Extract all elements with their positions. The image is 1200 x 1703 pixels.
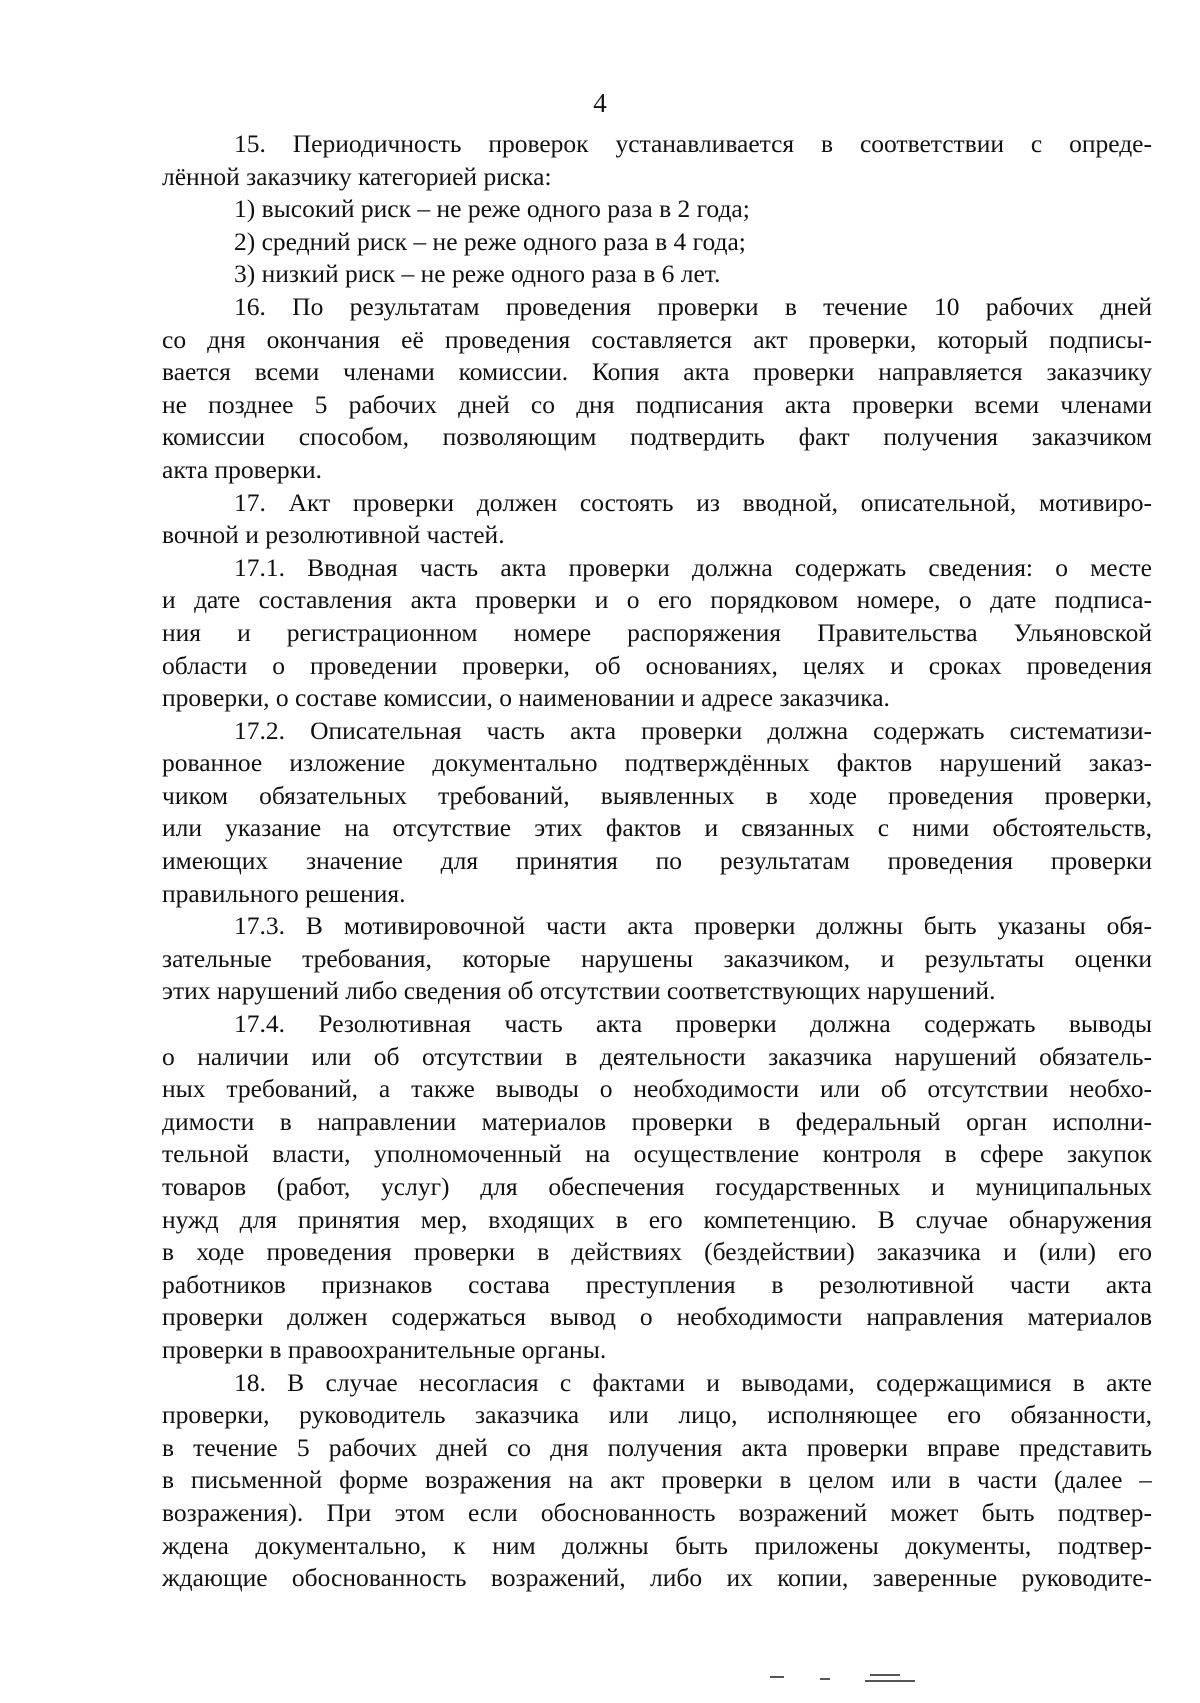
text-line: зательные требования, которые нарушены заказчиком, и результаты оценки [162,943,1152,973]
text-line: не позднее 5 рабочих дней со дня подписания акта проверки всеми членами [162,389,1152,419]
text-line: 17.2. Описательная часть акта проверки должна содержать систематизи- [234,715,1152,745]
text-line: 17.1. Вводная часть акта проверки должна содержать сведения: о месте [234,552,1152,582]
text-line: в ходе проведения проверки в действиях (бездействии) заказчика и (или) его [162,1237,1152,1267]
text-line: 1) высокий риск – не реже одного раза в 2 года; [234,194,750,224]
text-line: акта проверки. [162,454,323,484]
text-line: ния и регистрационном номере распоряжения Правительства Ульяновской [162,617,1152,647]
text-line: ждающие обоснованность возражений, либо их копии, заверенные руководите- [162,1563,1152,1593]
scan-artifact-marks [770,1670,970,1690]
text-line: о наличии или об отсутствии в деятельности заказчика нарушений обязатель- [162,1041,1152,1071]
text-line: правильного решения. [162,878,406,908]
text-line: или указание на отсутствие этих фактов и связанных с ними обстоятельств, [162,813,1152,843]
text-line: проверки в правоохранительные органы. [162,1334,607,1364]
text-line: 17.3. В мотивировочной части акта проверки должны быть указаны обя- [234,911,1152,941]
text-line: области о проведении проверки, об основаниях, целях и сроках проведения [162,650,1152,680]
text-line: и дате составления акта проверки и о его порядковом номере, о дате подписа- [162,585,1152,615]
text-line: 17. Акт проверки должен состоять из вводной, описательной, мотивиро- [234,487,1152,517]
text-line: лённой заказчику категорией риска: [162,161,552,191]
text-line: 3) низкий риск – не реже одного раза в 6 лет. [234,259,721,289]
text-line: димости в направлении материалов проверки в федеральный орган исполни- [162,1106,1152,1136]
text-line: 18. В случае несогласия с фактами и выводами, содержащимися в акте [234,1367,1152,1397]
text-line: проверки должен содержаться вывод о необходимости направления материалов [162,1302,1152,1332]
page-number: 4 [593,88,607,118]
text-line: чиком обязательных требований, выявленных в ходе проведения проверки, [162,780,1152,810]
text-line: возражения). При этом если обоснованность возражений может быть подтвер- [162,1497,1152,1527]
text-line: 15. Периодичность проверок устанавливается в соответствии с опреде- [234,129,1152,158]
text-line: в течение 5 рабочих дней со дня получения акта проверки вправе представить [162,1432,1152,1462]
text-line: в письменной форме возражения на акт проверки в целом или в части (далее – [162,1465,1152,1495]
text-line: 2) средний риск – не реже одного раза в 4 года; [234,226,746,256]
text-line: имеющих значение для принятия по результатам проведения проверки [162,846,1152,876]
text-line: нужд для принятия мер, входящих в его компетенцию. В случае обнаружения [162,1204,1152,1234]
text-line: комиссии способом, позволяющим подтвердить факт получения заказчиком [162,422,1152,452]
document-body [162,128,1152,1595]
text-line: товаров (работ, услуг) для обеспечения государственных и муниципальных [162,1172,1152,1201]
text-line: тельной власти, уполномоченный на осуществление контроля в сфере закупок [162,1139,1152,1169]
text-line: 17.4. Резолютивная часть акта проверки должна содержать выводы [234,1009,1152,1039]
text-line: проверки, руководитель заказчика или лицо, исполняющее его обязанности, [162,1400,1152,1430]
text-line: проверки, о составе комиссии, о наименовании и адресе заказчика. [162,683,890,713]
text-line: этих нарушений либо сведения об отсутствии соответствующих нарушений. [162,976,996,1006]
text-line: работников признаков состава преступления в резолютивной части акта [162,1269,1152,1299]
text-line: ных требований, а также выводы о необходимости или об отсутствии необхо- [162,1074,1152,1104]
text-line: ждена документально, к ним должны быть приложены документы, подтвер- [162,1530,1152,1560]
text-line: вочной и резолютивной частей. [162,520,505,550]
text-line: вается всеми членами комиссии. Копия акта проверки направляется заказчику [162,357,1152,387]
text-line: со дня окончания её проведения составляется акт проверки, который подписы- [162,324,1152,354]
text-line: рованное изложение документально подтверждённых фактов нарушений заказ- [162,748,1152,778]
text-line: 16. По результатам проведения проверки в течение 10 рабочих дней [234,291,1152,321]
